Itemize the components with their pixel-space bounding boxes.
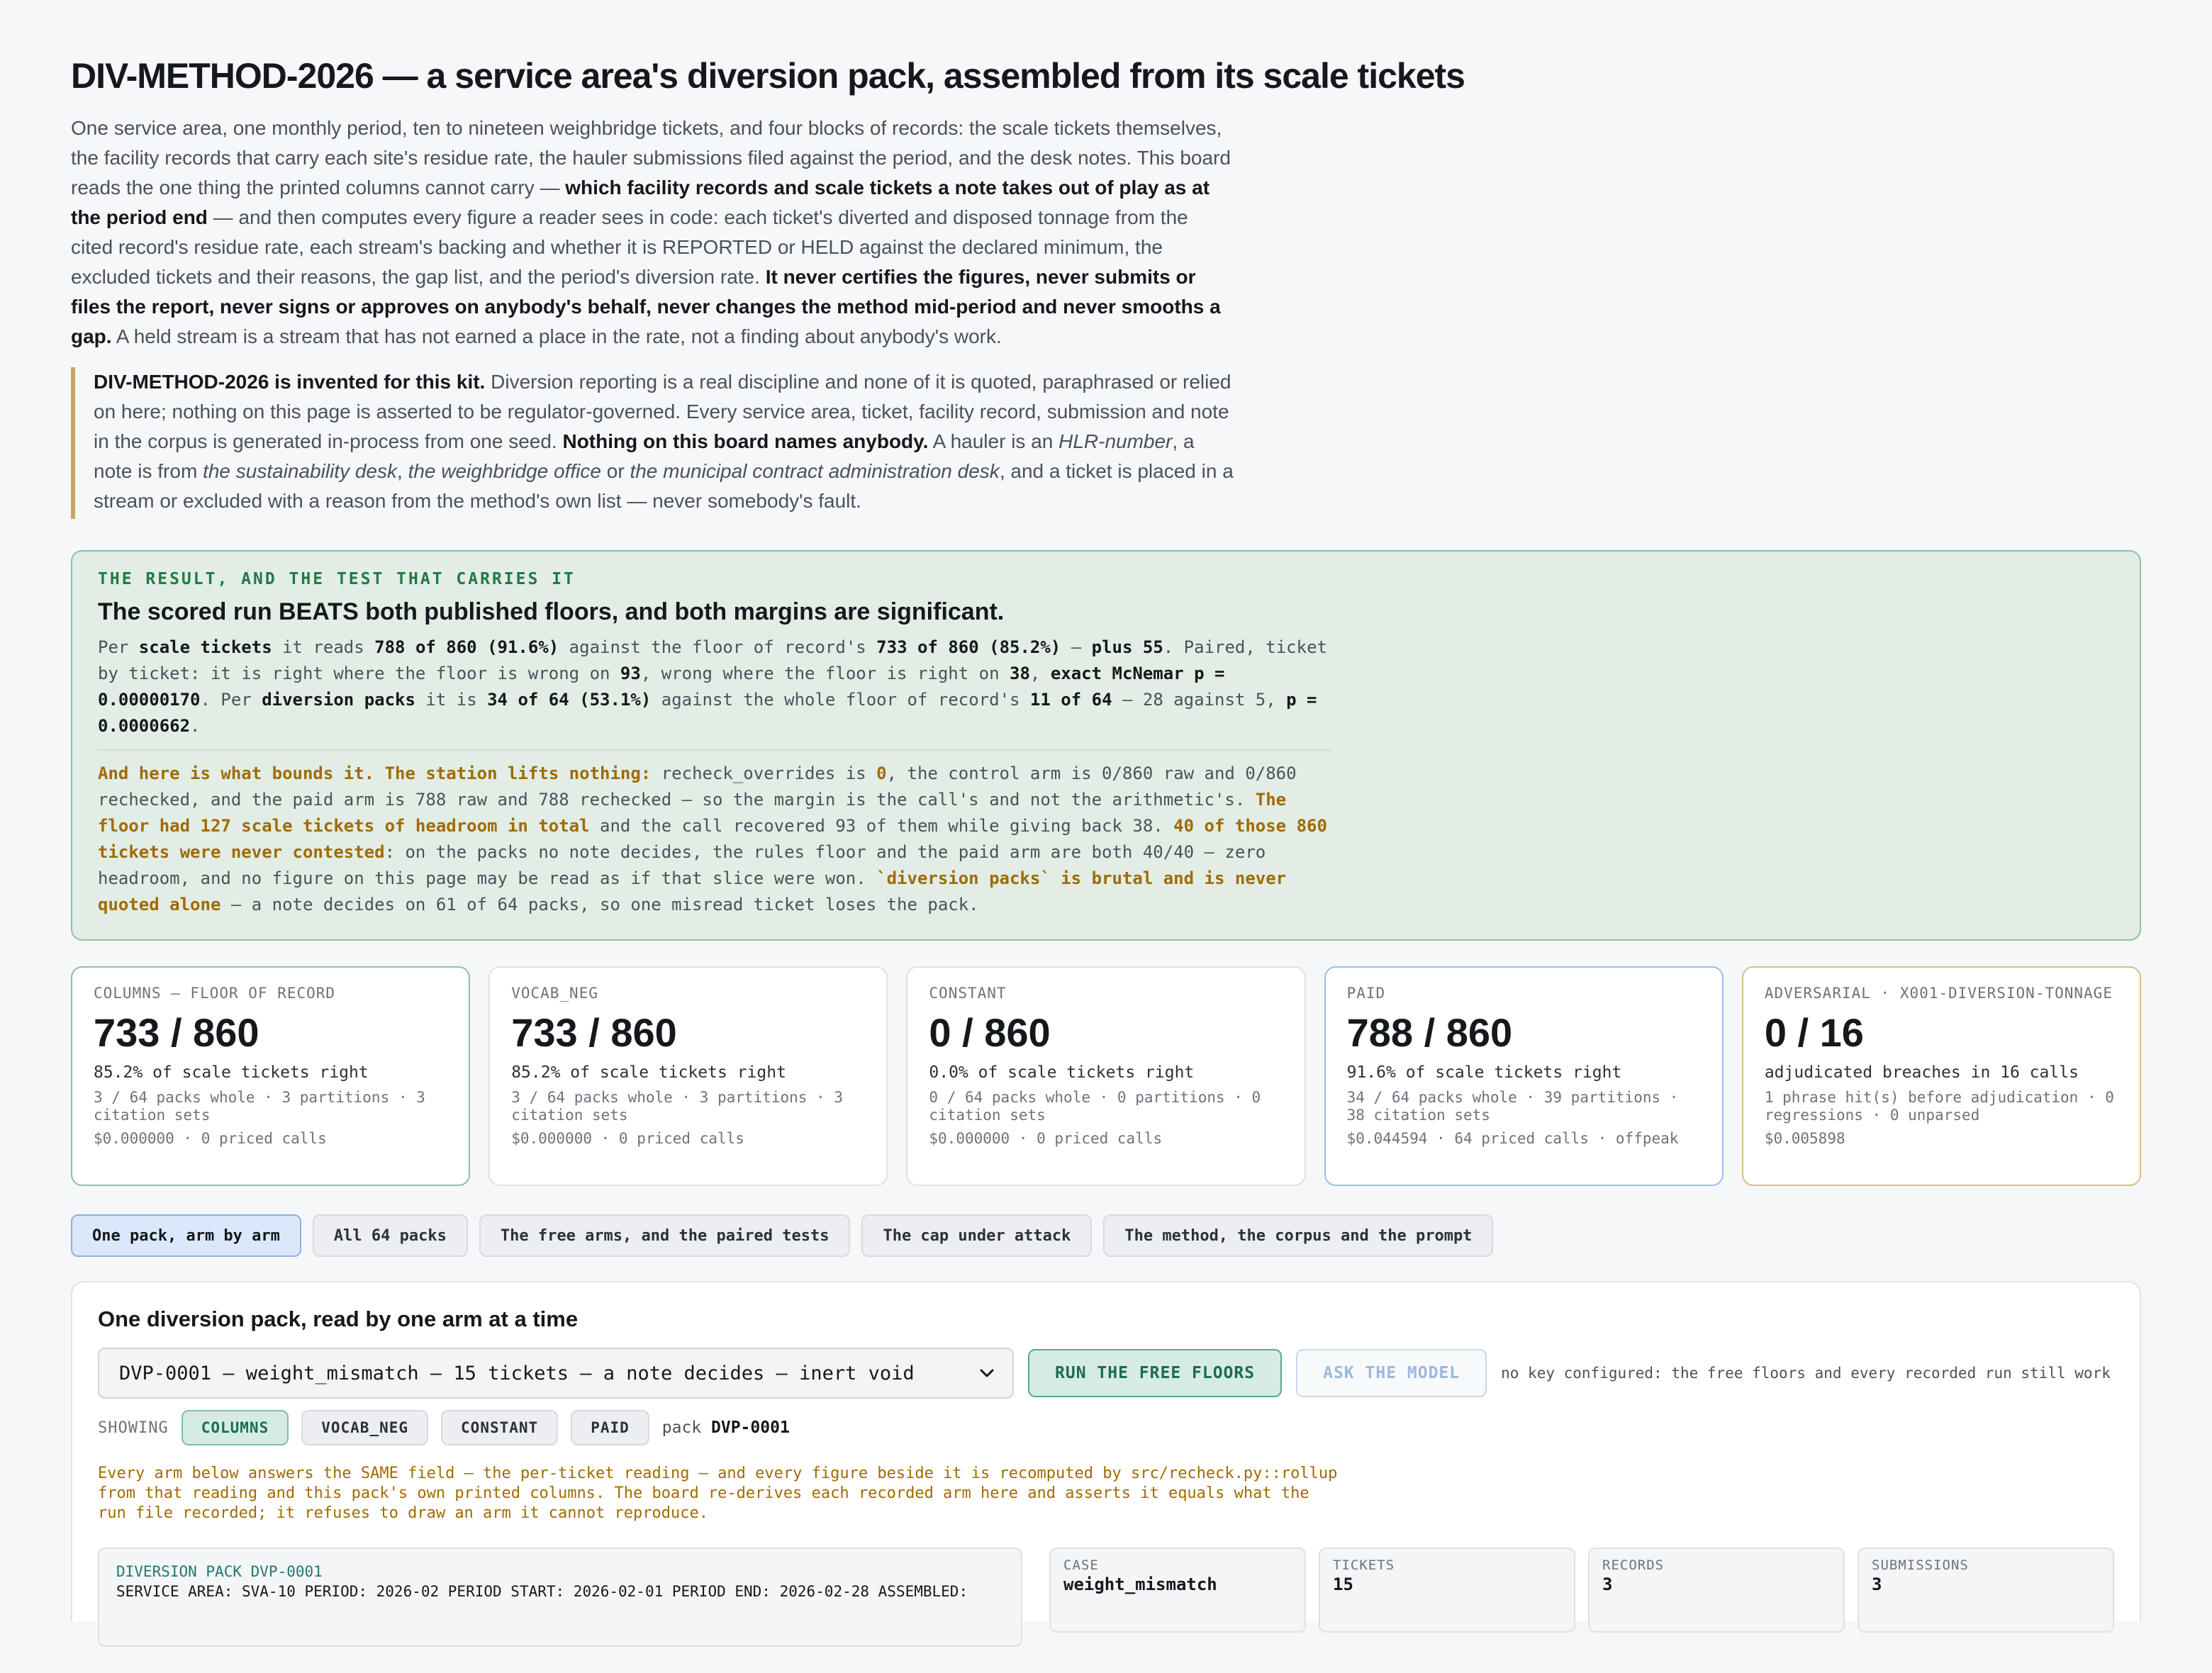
- arm-filter: [98, 1410, 2114, 1445]
- stat-label: SUBMISSIONS: [1872, 1557, 1969, 1573]
- result-text: and the call recovered 93 of them while giving back 38.: [589, 816, 1174, 836]
- result-bounds-paragraph: [98, 761, 1346, 918]
- tab-all-packs[interactable]: All 64 packs: [313, 1214, 468, 1257]
- result-text: it is: [415, 690, 488, 710]
- tab-cap-attack[interactable]: The cap under attack: [861, 1214, 1092, 1257]
- card-subtitle: 0.0% of scale tickets right: [929, 1063, 1195, 1082]
- result-text: against the floor of record's: [559, 637, 877, 657]
- disclaimer-italic: the municipal contract administration desk: [630, 460, 1000, 482]
- pack-label-prefix: pack: [661, 1419, 702, 1437]
- result-warning: `diversion packs` is brutal and is never quoted alone: [98, 868, 1287, 914]
- result-bold: diversion packs: [262, 690, 415, 710]
- pack-detail: [98, 1548, 2114, 1647]
- result-bold: 93: [620, 664, 641, 683]
- result-bold: 38: [1010, 664, 1030, 683]
- result-stats-paragraph: [98, 634, 1346, 739]
- result-bold: 788 of 860 (91.6%): [374, 637, 559, 657]
- arm-pill-paid[interactable]: PAID: [571, 1410, 649, 1445]
- result-text: against the whole floor of record's: [651, 690, 1030, 710]
- card-subtitle: 85.2% of scale tickets right: [94, 1063, 369, 1082]
- disclaimer-italic: the sustainability desk: [203, 460, 397, 482]
- result-bold: scale tickets: [138, 637, 272, 657]
- stat-records: [1588, 1548, 1845, 1633]
- showing-label: SHOWING: [98, 1419, 169, 1437]
- result-headline: The scored run BEATS both published floors, and both margins are significant.: [98, 598, 1005, 625]
- stat-submissions: [1858, 1548, 2114, 1633]
- card-vocab-neg: [488, 966, 888, 1186]
- view-tabs: [71, 1214, 2141, 1257]
- stat-value: 3: [1602, 1574, 1613, 1594]
- disclaimer-italic: the weighbridge office: [408, 460, 601, 482]
- result-warning: 0: [876, 763, 887, 783]
- tab-method[interactable]: The method, the corpus and the prompt: [1103, 1214, 1493, 1257]
- card-value: 0 / 16: [1764, 1010, 1864, 1055]
- disclaimer-bold: DIV-METHOD-2026 is invented for this kit.: [94, 371, 486, 393]
- stat-value: 3: [1872, 1574, 1882, 1594]
- card-value: 788 / 860: [1346, 1010, 1513, 1055]
- result-text: it reads: [272, 637, 375, 657]
- card-value: 733 / 860: [94, 1010, 259, 1055]
- stat-case: [1049, 1548, 1306, 1633]
- card-meta: 1 phrase hit(s) before adjudication · 0 regressions · 0 unparsed: [1764, 1089, 2114, 1124]
- result-warning: The floor had 127 scale tickets of headroom in total: [98, 790, 1287, 836]
- card-value: 0 / 860: [929, 1010, 1051, 1055]
- card-cost: $0.000000 · 0 priced calls: [929, 1130, 1163, 1147]
- disclaimer-bold: Nothing on this board names anybody.: [562, 430, 929, 452]
- card-meta: 34 / 64 packs whole · 39 partitions · 38 citation sets: [1346, 1089, 1679, 1124]
- recompute-note: Every arm below answers the SAME field — the per-ticket reading — and every figure beside it is recomputed by src/recheck.py::rollup from that reading and this pack's own printed columns. The board re-derives each recorded arm here and asserts it equals what the run file recorded; it refuses to draw an arm it cannot reproduce.: [98, 1465, 1338, 1522]
- disclaimer-text: Diversion reporting is a real discipline and none of it is quoted, paraphrased or relied on here; nothing on this page is asserted to be regulator-governed. Every service area, ticket, facility record, submission and note in the corpus is generated in-process from one seed.: [94, 371, 1231, 452]
- arm-pill-constant[interactable]: CONSTANT: [441, 1410, 558, 1445]
- result-text: : on the packs no note decides, the rules floor and the paid arm are both 40/40 — zero headroom, and no figure on this page may be read as if that slice were won.: [98, 842, 1266, 888]
- pack-stats: [1049, 1548, 2114, 1647]
- result-bold: 34 of 64 (53.1%): [487, 690, 652, 710]
- result-text: —: [1061, 637, 1092, 657]
- ask-model-button[interactable]: ASK THE MODEL: [1296, 1349, 1487, 1397]
- card-label: COLUMNS — FLOOR OF RECORD: [94, 985, 336, 1002]
- disclaimer-text: A hauler is an: [928, 430, 1059, 452]
- result-text: .: [190, 716, 201, 736]
- pack-panel: [71, 1281, 2141, 1621]
- no-key-notice: no key configured: the free floors and every recorded run still work: [1501, 1365, 2111, 1382]
- card-cost: $0.000000 · 0 priced calls: [511, 1130, 744, 1147]
- pack-select-value: DVP-0001 — weight_mismatch — 15 tickets — a note decides — inert void: [119, 1362, 915, 1384]
- intro-text: One service area, one monthly period, ten to nineteen weighbridge tickets, and four blocks of records: the scale tickets themselves, the facility records that carry each site's residue rate, the hauler submissions filed against the period, and the desk notes. This board reads the one thing the printed columns cannot carry —: [71, 117, 1231, 198]
- pack-id: DVP-0001: [711, 1419, 790, 1437]
- chevron-down-icon: [976, 1362, 998, 1384]
- intro-text: — and then computes every figure a reader sees in code: each ticket's diverted and disposed tonnage from the cited record's residue rate, each stream's backing and whether it is REPORTED or HELD against the declared minimum, the excluded tickets and their reasons, the gap list, and the period's diversion rate.: [71, 206, 1188, 288]
- stat-value: weight_mismatch: [1063, 1574, 1217, 1594]
- arm-score-cards: [71, 966, 2141, 1186]
- page: [71, 50, 2141, 1621]
- stat-tickets: [1319, 1548, 1575, 1633]
- card-cost: $0.000000 · 0 priced calls: [94, 1130, 327, 1147]
- card-constant: [906, 966, 1305, 1186]
- result-text: . Paired, ticket by ticket: it is right where the floor is wrong on: [98, 637, 1327, 683]
- result-bold: plus 55: [1091, 637, 1163, 657]
- disclaimer-text: , and a ticket is placed in a stream or excluded with a reason from the method's own list — never somebody's fault.: [94, 460, 1234, 512]
- intro-bold: It never certifies the figures, never submits or files the report, never signs or approves on anybody's behalf, never changes the method mid-period and never smooths a gap.: [71, 266, 1221, 347]
- result-bold: p = 0.0000662: [98, 690, 1317, 736]
- pack-select[interactable]: [98, 1348, 1014, 1399]
- result-bold: 733 of 860 (85.2%): [876, 637, 1061, 657]
- card-cost: $0.005898: [1764, 1130, 1845, 1147]
- intro-paragraph: [71, 113, 1234, 352]
- intro-bold: which facility records and scale tickets a note takes out of play as at the period end: [71, 177, 1210, 228]
- result-text: , the control arm is 0/860 raw and 0/860 rechecked, and the paid arm is 788 raw and 788 rechecked — so the margin is the call's and not the arithmetic's.: [98, 763, 1297, 810]
- pack-document-line: SERVICE AREA: SVA-10 PERIOD: 2026-02 PERIOD START: 2026-02-01 PERIOD END: 2026-02-28 ASSEMBLED:: [116, 1583, 968, 1600]
- result-text: recheck_overrides is: [651, 763, 877, 783]
- card-subtitle: 91.6% of scale tickets right: [1346, 1063, 1622, 1082]
- stat-label: RECORDS: [1602, 1557, 1665, 1573]
- result-panel: [71, 550, 2141, 941]
- result-text: — a note decides on 61 of 64 packs, so one misread ticket loses the pack.: [220, 895, 979, 914]
- result-bold: 11 of 64: [1029, 690, 1112, 710]
- card-label: VOCAB_NEG: [511, 985, 598, 1002]
- card-label: ADVERSARIAL · X001-DIVERSION-TONNAGE: [1764, 985, 2113, 1002]
- page-title: DIV-METHOD-2026 — a service area's diversion pack, assembled from its scale tickets: [71, 56, 1465, 96]
- stat-label: CASE: [1063, 1557, 1099, 1573]
- result-divider: [98, 749, 1331, 751]
- disclaimer-text: , a note is from: [94, 430, 1195, 482]
- result-text: ,: [1029, 664, 1051, 683]
- result-warning: And here is what bounds it. The station lifts nothing:: [98, 763, 652, 783]
- card-subtitle: 85.2% of scale tickets right: [511, 1063, 786, 1082]
- run-free-floors-button[interactable]: RUN THE FREE FLOORS: [1028, 1349, 1282, 1397]
- result-text: — 28 against 5,: [1112, 690, 1287, 710]
- pack-document: [98, 1548, 1022, 1647]
- card-value: 733 / 860: [511, 1010, 677, 1055]
- result-text: , wrong where the floor is right on: [640, 664, 1010, 683]
- card-adversarial: [1742, 966, 2141, 1186]
- disclaimer-text: ,: [397, 460, 408, 482]
- disclaimer: [71, 367, 1234, 519]
- card-paid: [1324, 966, 1724, 1186]
- stat-label: TICKETS: [1333, 1557, 1395, 1573]
- pack-label: [662, 1419, 790, 1437]
- arm-pill-vocab-neg[interactable]: VOCAB_NEG: [301, 1410, 428, 1445]
- intro-text: A held stream is a stream that has not earned a place in the rate, not a finding about anybody's work.: [111, 325, 1002, 347]
- card-columns: [71, 966, 470, 1186]
- card-cost: $0.044594 · 64 priced calls · offpeak: [1346, 1130, 1679, 1147]
- card-label: CONSTANT: [929, 985, 1007, 1002]
- result-bold: exact McNemar p = 0.00000170: [98, 664, 1225, 710]
- pack-document-heading: DIVERSION PACK DVP-0001: [116, 1563, 323, 1580]
- tab-one-pack[interactable]: One pack, arm by arm: [71, 1214, 301, 1257]
- result-kicker: THE RESULT, AND THE TEST THAT CARRIES IT: [98, 570, 576, 588]
- tab-free-arms[interactable]: The free arms, and the paired tests: [479, 1214, 851, 1257]
- result-text: . Per: [200, 690, 262, 710]
- card-meta: 3 / 64 packs whole · 3 partitions · 3 citation sets: [511, 1089, 843, 1124]
- card-meta: 0 / 64 packs whole · 0 partitions · 0 citation sets: [929, 1089, 1261, 1124]
- card-meta: 3 / 64 packs whole · 3 partitions · 3 citation sets: [94, 1089, 425, 1124]
- disclaimer-text: or: [601, 460, 630, 482]
- result-warning: 40 of those 860 tickets were never contested: [98, 816, 1327, 862]
- pack-controls: [98, 1348, 2114, 1399]
- stat-value: 15: [1333, 1574, 1353, 1594]
- disclaimer-italic: HLR-number: [1058, 430, 1173, 452]
- result-text: Per: [98, 637, 139, 657]
- card-label: PAID: [1346, 985, 1386, 1002]
- card-subtitle: adjudicated breaches in 16 calls: [1764, 1063, 2079, 1082]
- panel-title: One diversion pack, read by one arm at a time: [98, 1306, 579, 1331]
- arm-pill-columns[interactable]: COLUMNS: [181, 1410, 289, 1445]
